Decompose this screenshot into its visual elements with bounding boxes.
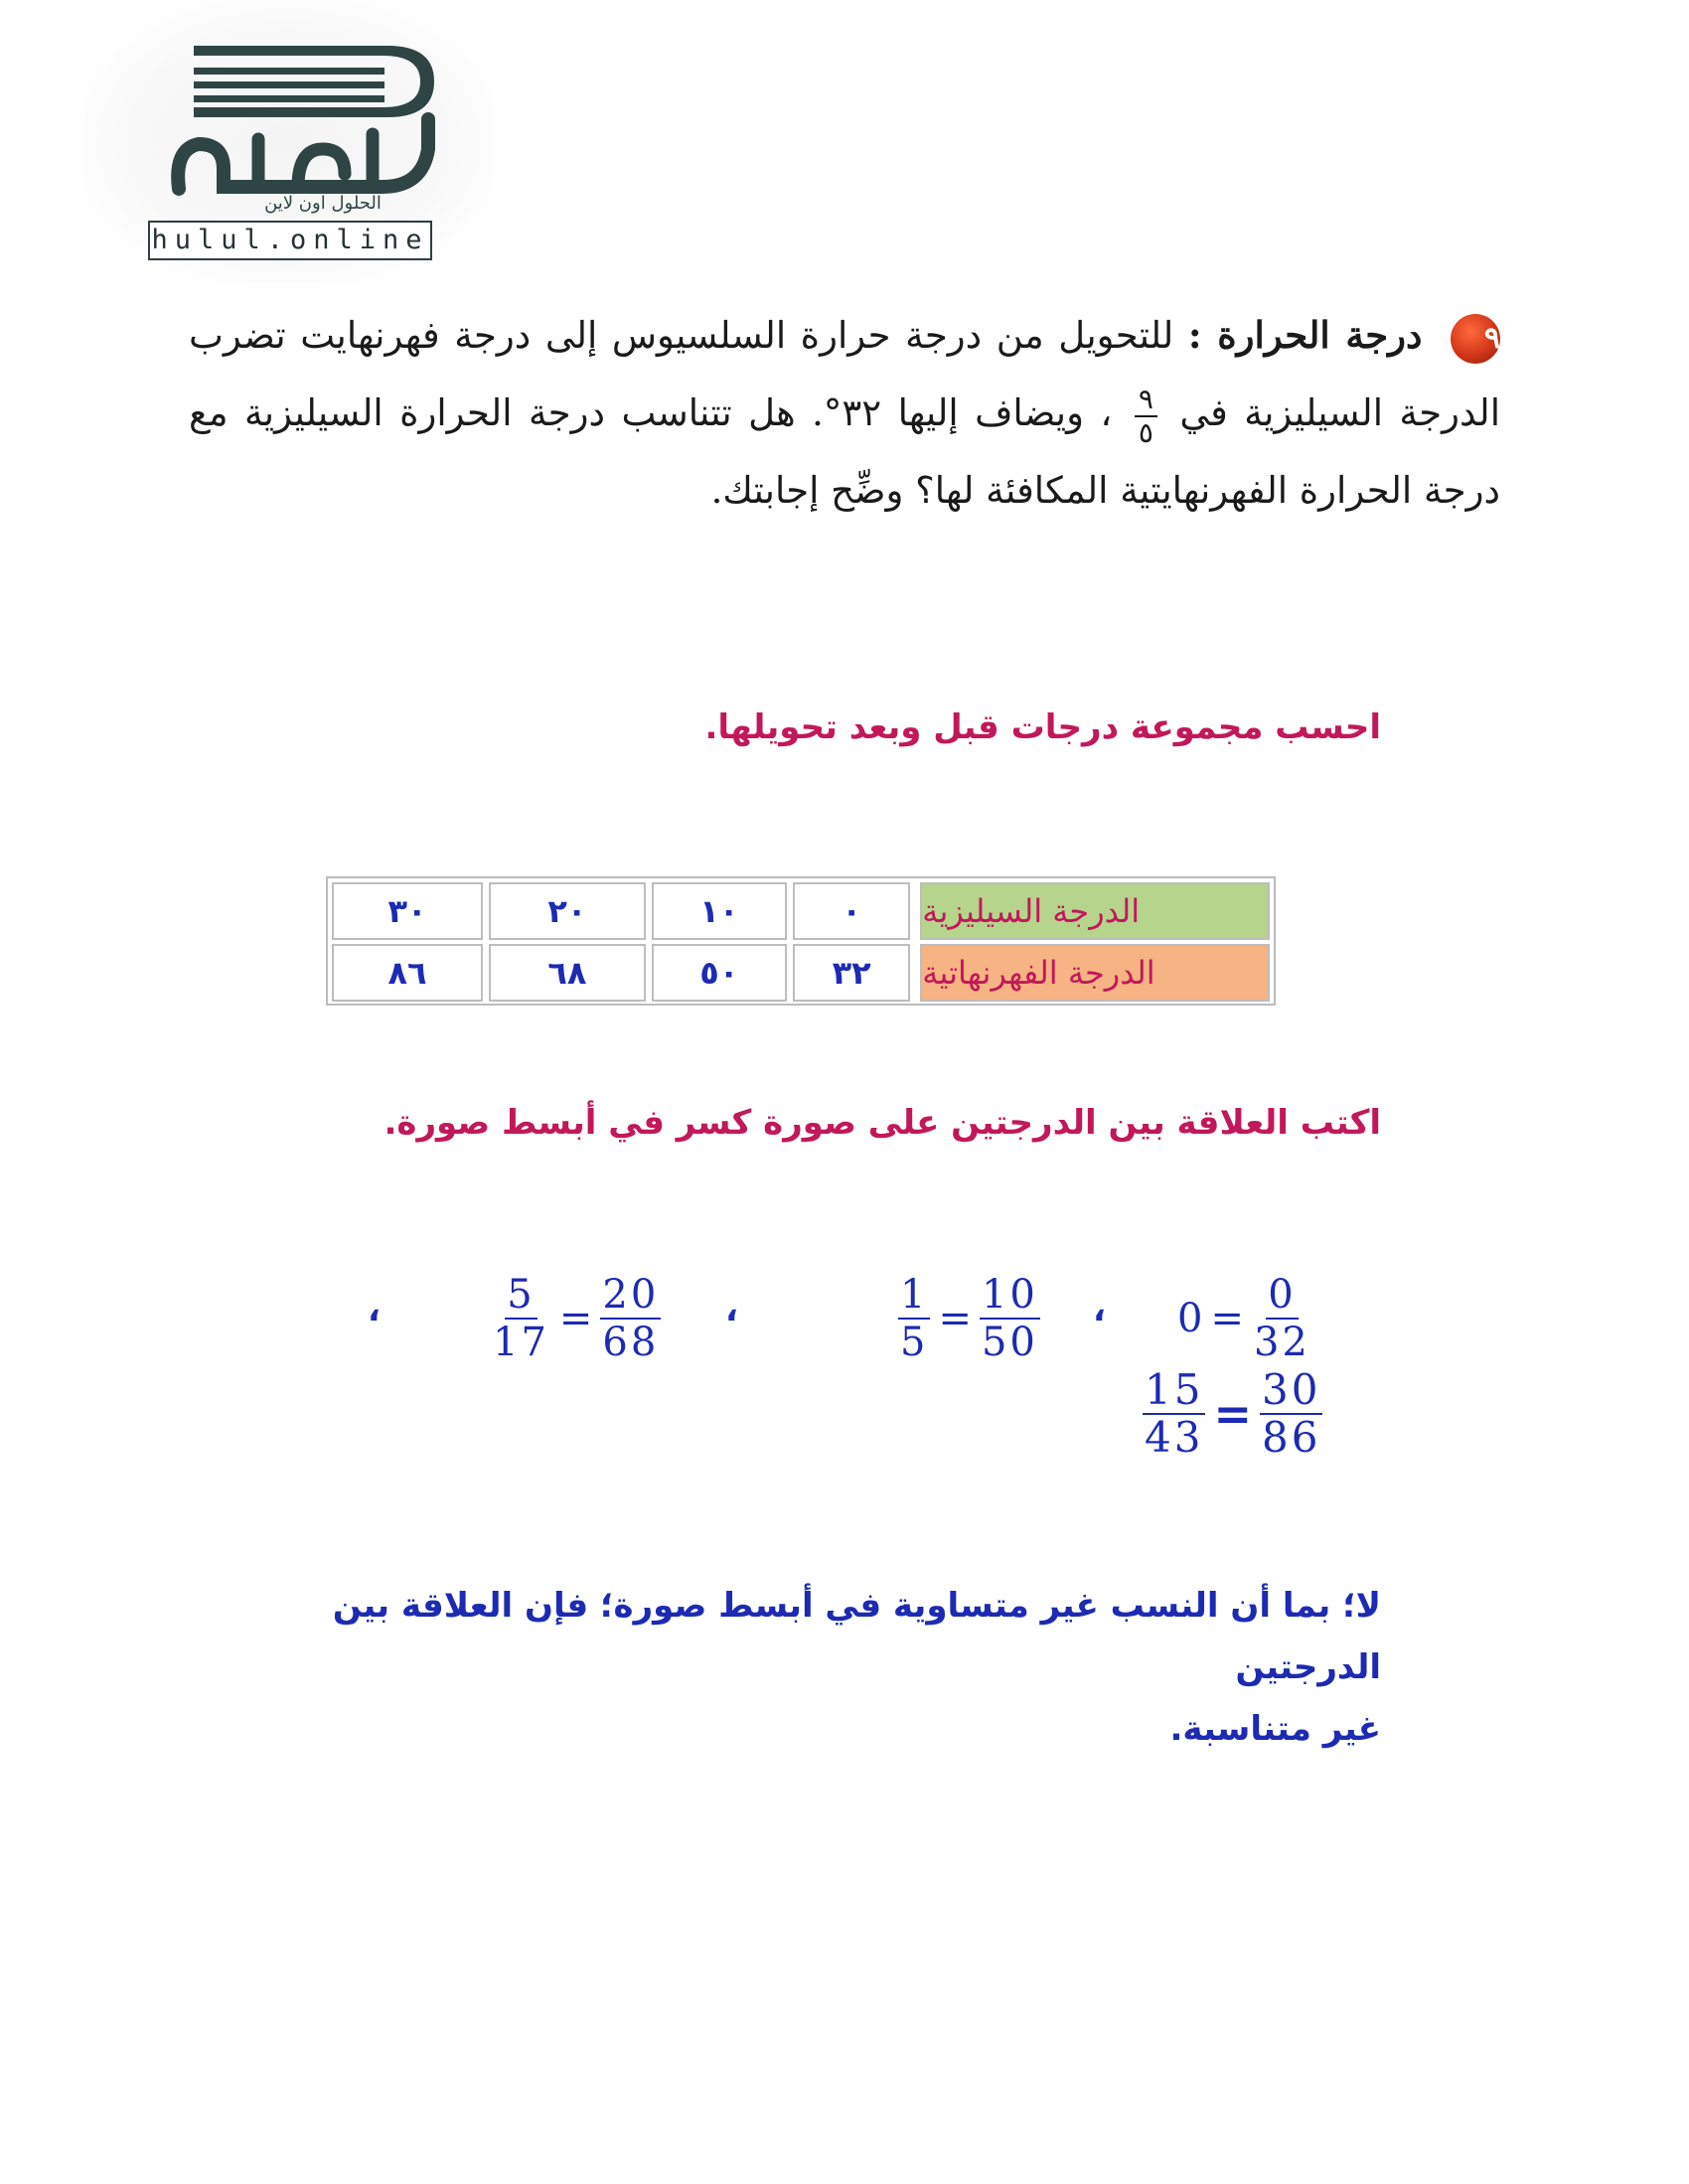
fraction-equation-4 — [1143, 1367, 1322, 1461]
eq3-equals: = — [558, 1296, 593, 1341]
eq4-numerator: 30 — [1262, 1365, 1321, 1414]
table-cell: ٣٠ — [332, 882, 483, 940]
eq2-numerator: 10 — [981, 1272, 1038, 1318]
separator-comma: ، — [725, 1290, 738, 1329]
table-cell: ٨٦ — [332, 944, 483, 1002]
logo — [84, 0, 492, 283]
fraction-numerator: ٩ — [1135, 384, 1157, 417]
problem-number-badge: ٩ — [1451, 314, 1500, 364]
eq3-denominator: 68 — [602, 1320, 660, 1365]
eq1-denominator: 32 — [1253, 1320, 1310, 1365]
eq2-rhs-fraction — [980, 1272, 1040, 1365]
eq4-rhs-fraction — [1260, 1367, 1322, 1461]
table-cell: ٥٠ — [652, 944, 787, 1002]
conclusion-line1: لا؛ بما أن النسب غير متساوية في أبسط صورة؛ فإن العلاقة بين الدرجتين — [332, 1586, 1381, 1687]
eq2-equals: = — [938, 1296, 972, 1341]
eq4-lhs-denominator: 43 — [1145, 1413, 1204, 1462]
logo-tagline: الحلول اون لاين — [264, 193, 382, 214]
table-cell: ٠ — [793, 882, 910, 940]
eq2-lhs-fraction — [898, 1272, 930, 1365]
eq4-lhs-fraction — [1143, 1367, 1205, 1461]
table-cell: ٣٢ — [793, 944, 910, 1002]
table-row-fahrenheit — [332, 944, 1270, 1002]
eq3-lhs-numerator: 5 — [507, 1272, 536, 1318]
table-cell: ١٠ — [652, 882, 787, 940]
eq2-lhs-numerator: 1 — [900, 1272, 929, 1318]
eq2-denominator: 50 — [981, 1320, 1038, 1365]
table-header-fahrenheit: الدرجة الفهرنهاتية — [920, 944, 1270, 1002]
eq3-lhs-denominator: 17 — [493, 1320, 549, 1365]
table-cell: ٢٠ — [489, 882, 646, 940]
eq3-rhs-fraction — [600, 1272, 661, 1365]
logo-brand-text: حلول — [94, 20, 97, 21]
instruction-step1: احسب مجموعة درجات قبل وبعد تحويلها. — [704, 707, 1381, 747]
table-row-celsius — [332, 882, 1270, 940]
eq1-numerator: 0 — [1268, 1272, 1297, 1318]
conclusion — [288, 1575, 1381, 1760]
eq3-numerator: 20 — [602, 1272, 660, 1318]
separator-comma: ، — [1093, 1290, 1106, 1329]
logo-url: hulul.online — [148, 221, 432, 260]
eq4-lhs-numerator: 15 — [1145, 1365, 1204, 1414]
problem-fraction — [1135, 384, 1157, 449]
fraction-equation-2 — [898, 1272, 1040, 1365]
problem-statement — [189, 296, 1500, 530]
eq3-lhs-fraction — [491, 1272, 551, 1365]
problem-text-part2: ، ويضاف إليها ٣٢°. هل تتناسب درجة الحرارة السيليزية مع درجة الحرارة الفهرنهايتية المكافئة لها؟ وضِّح إجابتك. — [189, 391, 1500, 512]
eq1-equals: = — [1210, 1296, 1244, 1341]
table-cell: ٦٨ — [489, 944, 646, 1002]
separator-comma: ، — [368, 1290, 381, 1329]
logo-mark — [84, 0, 492, 229]
fraction-equation-3 — [491, 1272, 661, 1365]
eq2-lhs-denominator: 5 — [900, 1320, 929, 1365]
conclusion-line2: غير متناسبة. — [1169, 1709, 1381, 1749]
problem-text-part1: للتحويل من درجة حرارة السلسيوس إلى درجة فهرنهايت تضرب الدرجة السيليزية في — [189, 314, 1500, 434]
fraction-denominator: ٥ — [1138, 415, 1153, 449]
eq4-equals: = — [1213, 1387, 1252, 1441]
eq1-fraction — [1252, 1272, 1312, 1365]
instruction-step2: اكتب العلاقة بين الدرجتين على صورة كسر في أبسط صورة. — [384, 1103, 1381, 1143]
table-header-celsius: الدرجة السيليزية — [920, 882, 1270, 940]
eq4-denominator: 86 — [1262, 1413, 1321, 1462]
problem-title: درجة الحرارة : — [1187, 313, 1423, 357]
eq1-lhs: 0 — [1177, 1296, 1203, 1341]
fraction-equation-1 — [1177, 1272, 1312, 1365]
temperature-table — [326, 876, 1276, 1006]
